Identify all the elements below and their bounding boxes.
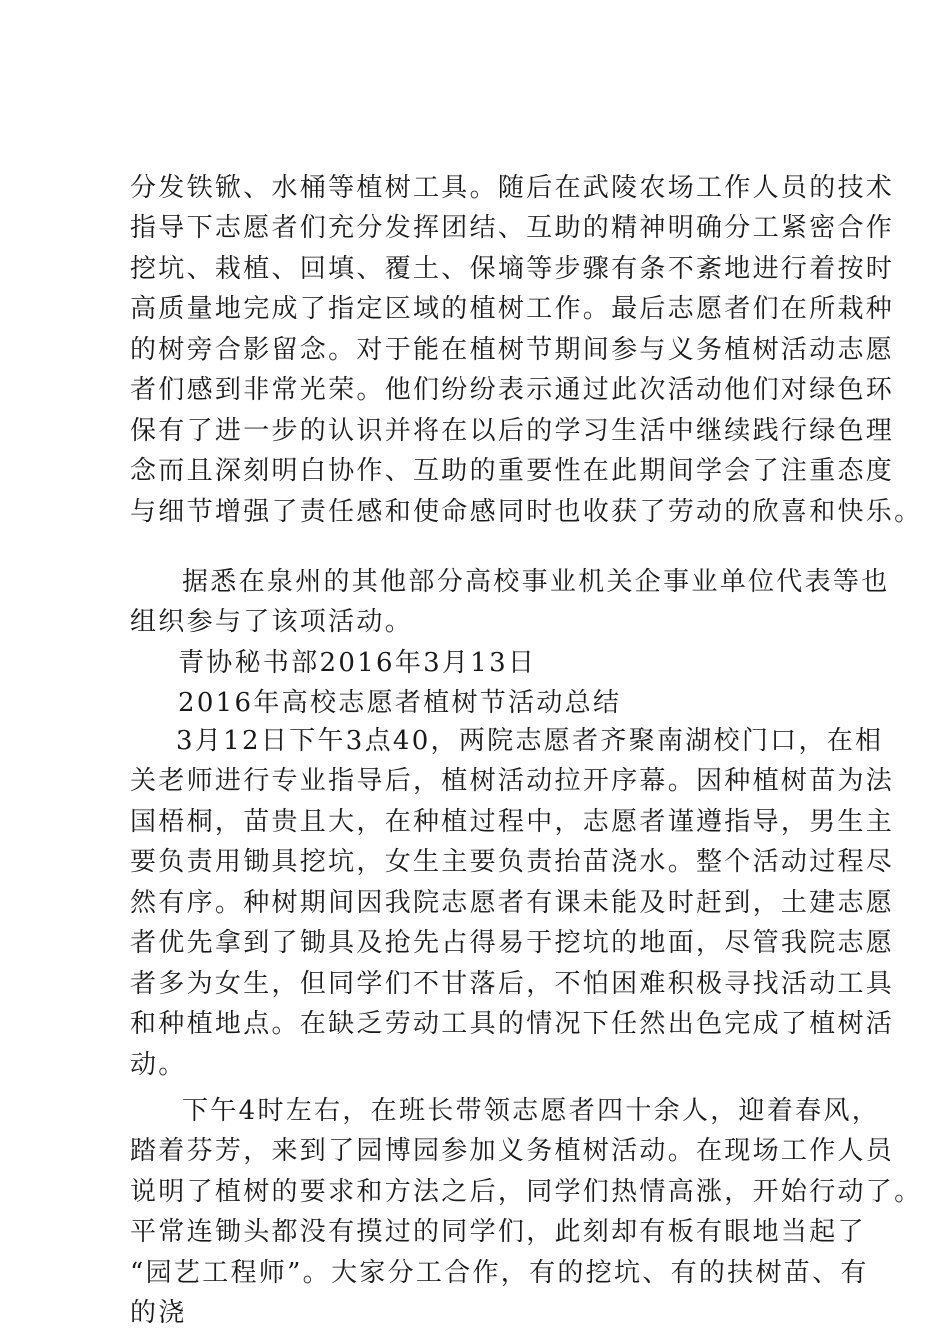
body-line: 分发铁锨、水桶等植树工具。随后在武陵农场工作人员的技术 [130, 173, 895, 203]
body-line: 高质量地完成了指定区域的植树工作。最后志愿者们在所栽种 [130, 294, 895, 324]
signature-line: 青协秘书部2016年3月13日 [178, 648, 537, 678]
body-line: 者们感到非常光荣。他们纷纷表示通过此次活动他们对绿色环 [130, 375, 895, 405]
body-line: 者多为女生，但同学们不甘落后，不怕困难积极寻找活动工具 [130, 969, 895, 999]
body-line: 说明了植树的要求和方法之后，同学们热情高涨，开始行动了。 [130, 1177, 923, 1207]
body-line: 挖坑、栽植、回填、覆土、保墒等步骤有条不紊地进行着按时 [130, 254, 895, 284]
body-line: “园艺工程师”。大家分工合作，有的挖坑、有的扶树苗、有 [130, 1258, 869, 1288]
body-line: 3月12日下午3点40，两院志愿者齐聚南湖校门口，在相 [176, 726, 884, 756]
body-line: 组织参与了该项活动。 [130, 607, 414, 637]
body-line: 要负责用锄具挖坑，女生主要负责抬苗浇水。整个活动过程尽 [130, 847, 895, 877]
body-line: 下午4时左右，在班长带领志愿者四十余人，迎着春风， [182, 1096, 881, 1126]
body-line: 然有序。种树期间因我院志愿者有课未能及时赶到，土建志愿 [130, 888, 895, 918]
body-line: 关老师进行专业指导后，植树活动拉开序幕。因种植树苗为法 [130, 766, 895, 796]
body-line: 动。 [130, 1050, 187, 1080]
section-title: 2016年高校志愿者植树节活动总结 [178, 688, 622, 718]
body-line: 的树旁合影留念。对于能在植树节期间参与义务植树活动志愿 [130, 335, 895, 365]
body-line: 平常连锄头都没有摸过的同学们，此刻却有板有眼地当起了 [130, 1217, 866, 1247]
body-line: 国梧桐，苗贵且大，在种植过程中，志愿者谨遵指导，男生主 [130, 807, 895, 837]
body-line: 者优先拿到了锄具及抢先占得易于挖坑的地面，尽管我院志愿 [130, 928, 895, 958]
body-line: 踏着芬芳，来到了园博园参加义务植树活动。在现场工作人员 [130, 1136, 895, 1166]
body-line: 保有了进一步的认识并将在以后的学习生活中继续践行绿色理 [130, 416, 895, 446]
body-line: 与细节增强了责任感和使命感同时也收获了劳动的欣喜和快乐。 [130, 497, 923, 527]
body-line: 念而且深刻明白协作、互助的重要性在此期间学会了注重态度 [130, 456, 895, 486]
body-line: 据悉在泉州的其他部分高校事业机关企事业单位代表等也 [182, 567, 890, 597]
body-line: 和种植地点。在缺乏劳动工具的情况下任然出色完成了植树活 [130, 1009, 895, 1039]
body-line: 的浇 [130, 1298, 187, 1328]
body-line: 指导下志愿者们充分发挥团结、互助的精神明确分工紧密合作 [130, 213, 895, 243]
